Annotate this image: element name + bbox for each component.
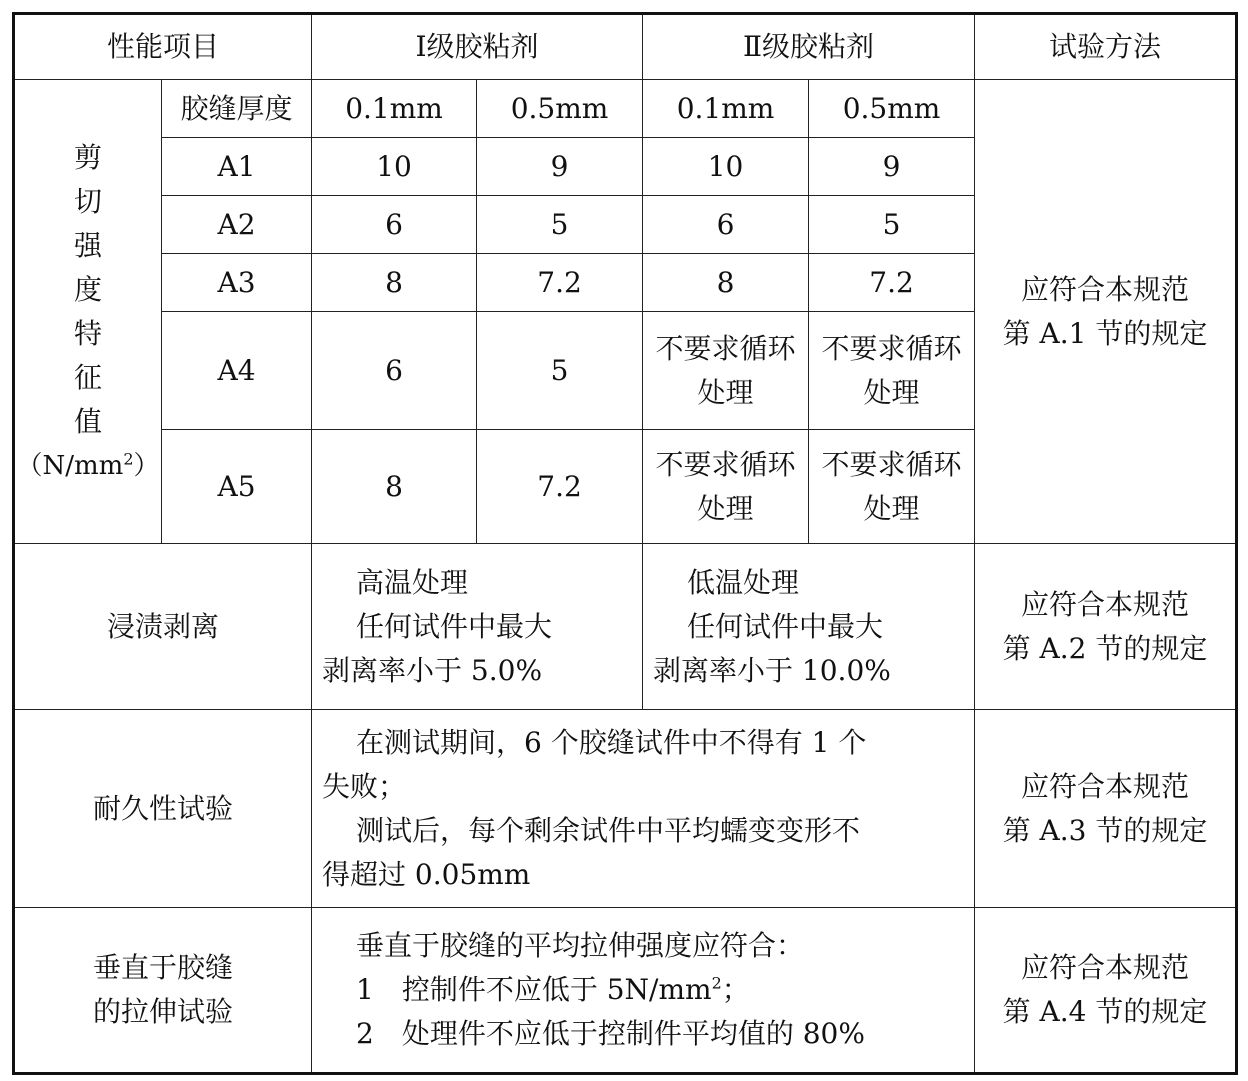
- row-name: A4: [162, 312, 312, 430]
- value-cell: 5: [477, 196, 643, 254]
- shear-label-char: 度: [73, 272, 102, 306]
- durability-content: 在测试期间，6 个胶缝试件中不得有 1 个 失败； 测试后，每个剩余试件中平均蠕变变形不 得超过 0.05mm: [312, 710, 975, 908]
- thickness-cell: 0.1mm: [643, 80, 809, 138]
- value-cell: 不要求循环处理: [809, 430, 975, 544]
- shear-strength-label: [14, 80, 162, 544]
- tensile-method: 应符合本规范 第 A.4 节的规定: [975, 908, 1237, 1074]
- header-row: [14, 14, 1237, 80]
- value-cell: 6: [312, 196, 477, 254]
- value-cell: 7.2: [809, 254, 975, 312]
- durability-label: 耐久性试验: [14, 710, 312, 908]
- row-name: A3: [162, 254, 312, 312]
- shear-unit: $(N/mm^2)$: [16, 448, 160, 481]
- value-cell: 7.2: [477, 254, 643, 312]
- header-grade2: Ⅱ级胶粘剂: [643, 14, 975, 80]
- tensile-content: 垂直于胶缝的平均拉伸强度应符合： 1 控制件不应低于 $5N/mm^2$； 2 处理件不应低于控制件平均值的 80%: [312, 908, 975, 1074]
- soak-grade1: 高温处理 任何试件中最大 剥离率小于 5.0%: [312, 544, 643, 710]
- value-cell: 7.2: [477, 430, 643, 544]
- soak-row: [14, 544, 1237, 710]
- soak-label: 浸渍剥离: [14, 544, 312, 710]
- shear-label-char: 剪: [73, 140, 102, 174]
- value-cell: 不要求循环处理: [643, 312, 809, 430]
- value-cell: 10: [312, 138, 477, 196]
- value-cell: 5: [809, 196, 975, 254]
- value-cell: 不要求循环处理: [809, 312, 975, 430]
- shear-method: 应符合本规范 第 A.1 节的规定: [975, 80, 1237, 544]
- thickness-cell: 0.5mm: [809, 80, 975, 138]
- value-cell: 5: [477, 312, 643, 430]
- soak-grade2: 低温处理 任何试件中最大 剥离率小于 10.0%: [643, 544, 975, 710]
- thickness-cell: 0.5mm: [477, 80, 643, 138]
- value-cell: 8: [643, 254, 809, 312]
- value-cell: 10: [643, 138, 809, 196]
- shear-label-char: 强: [73, 228, 102, 262]
- durability-method: 应符合本规范 第 A.3 节的规定: [975, 710, 1237, 908]
- shear-label-char: 值: [73, 404, 102, 438]
- thickness-cell: 0.1mm: [312, 80, 477, 138]
- value-cell: 6: [312, 312, 477, 430]
- durability-row: [14, 710, 1237, 908]
- header-method: 试验方法: [975, 14, 1237, 80]
- header-grade1: Ⅰ级胶粘剂: [312, 14, 643, 80]
- header-item: 性能项目: [14, 14, 312, 80]
- value-cell: 6: [643, 196, 809, 254]
- row-name: A5: [162, 430, 312, 544]
- value-cell: 8: [312, 254, 477, 312]
- row-name: A1: [162, 138, 312, 196]
- value-cell: 9: [809, 138, 975, 196]
- value-cell: 9: [477, 138, 643, 196]
- adhesive-performance-table: [12, 12, 1238, 1075]
- thickness-row: [14, 80, 1237, 138]
- soak-method: 应符合本规范 第 A.2 节的规定: [975, 544, 1237, 710]
- shear-label-char: 切: [73, 184, 102, 218]
- spec-table-container: [12, 12, 1238, 1075]
- row-name: A2: [162, 196, 312, 254]
- shear-label-char: 征: [73, 360, 102, 394]
- tensile-item-1: 1 控制件不应低于 $5N/mm^2$；: [356, 973, 750, 1006]
- shear-label-char: 特: [73, 316, 102, 350]
- thickness-label: 胶缝厚度: [162, 80, 312, 138]
- value-cell: 8: [312, 430, 477, 544]
- value-cell: 不要求循环处理: [643, 430, 809, 544]
- tensile-row: [14, 908, 1237, 1074]
- tensile-label: 垂直于胶缝 的拉伸试验: [14, 908, 312, 1074]
